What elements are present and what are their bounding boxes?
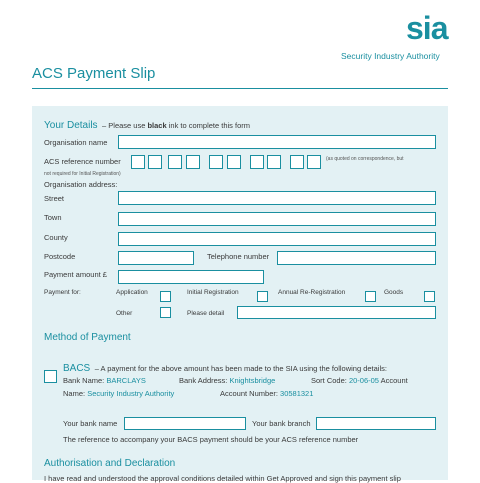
initial-registration-checkbox[interactable]	[257, 291, 268, 302]
please-detail-label: Please detail	[187, 310, 225, 317]
acs-note-2: not required for Initial Registration)	[44, 171, 121, 177]
other-checkbox[interactable]	[160, 307, 171, 318]
annual-re-registration-label: Annual Re-Registration	[278, 289, 346, 296]
your-details-heading: Your Details	[44, 120, 98, 131]
town-field[interactable]	[118, 212, 436, 226]
payment-for-label: Payment for:	[44, 289, 81, 296]
bank-address: Bank Address: Knightsbridge	[179, 376, 276, 385]
your-details-section	[44, 115, 250, 133]
acs-note: (as quoted on correspondence, but	[326, 156, 404, 162]
county-label: County	[44, 233, 68, 242]
bacs-description	[63, 358, 387, 376]
account-name: Name: Security Industry Authority	[63, 389, 175, 398]
street-field[interactable]	[118, 191, 436, 205]
organisation-name-label: Organisation name	[44, 138, 108, 147]
acs-digit-box[interactable]	[250, 155, 264, 169]
sort-code: Sort Code: 20-06-05 Account	[311, 376, 408, 385]
page-title: ACS Payment Slip	[32, 65, 156, 82]
town-label: Town	[44, 213, 62, 222]
organisation-address-label: Organisation address:	[44, 180, 118, 189]
your-bank-name-field[interactable]	[124, 417, 246, 430]
bacs-checkbox[interactable]	[44, 370, 57, 383]
sia-logo-mark: sia	[406, 10, 448, 46]
bank-details-line-1: Bank Name: BARCLAYS	[63, 376, 146, 385]
acs-digit-box[interactable]	[131, 155, 145, 169]
method-of-payment-heading: Method of Payment	[44, 332, 131, 343]
application-checkbox[interactable]	[160, 291, 171, 302]
street-label: Street	[44, 194, 65, 203]
bacs-title: BACS	[63, 363, 91, 374]
annual-re-registration-checkbox[interactable]	[365, 291, 376, 302]
goods-label: Goods	[384, 289, 404, 296]
acs-digit-box[interactable]	[307, 155, 321, 169]
bacs-desc: – A payment for the above amount has been made to the SIA using the following details:	[94, 364, 387, 373]
account-number: Account Number: 30581321	[220, 389, 314, 398]
acs-digit-box[interactable]	[227, 155, 241, 169]
other-label: Other	[116, 310, 133, 317]
acs-reference-label: ACS reference number	[44, 157, 121, 166]
acs-digit-box[interactable]	[290, 155, 304, 169]
county-field[interactable]	[118, 232, 436, 246]
authorisation-heading: Authorisation and Declaration	[44, 458, 176, 469]
goods-checkbox[interactable]	[424, 291, 435, 302]
postcode-field[interactable]	[118, 251, 194, 265]
your-bank-branch-label: Your bank branch	[252, 419, 311, 428]
your-bank-name-label: Your bank name	[63, 419, 118, 428]
acs-digit-box[interactable]	[148, 155, 162, 169]
payment-amount-field[interactable]	[118, 270, 264, 284]
telephone-field[interactable]	[277, 251, 436, 265]
telephone-label: Telephone number	[207, 252, 270, 261]
your-bank-branch-field[interactable]	[316, 417, 436, 430]
payment-amount-label: Payment amount £	[44, 270, 107, 279]
postcode-label: Postcode	[44, 252, 76, 261]
org-name: Security Industry Authority	[341, 51, 440, 61]
title-rule	[32, 88, 448, 89]
please-detail-field[interactable]	[237, 306, 436, 319]
authorisation-text: I have read and understood the approval conditions detailed within Get Approved and sign this payment slip	[44, 474, 401, 483]
sia-logo	[396, 12, 466, 52]
acs-digit-box[interactable]	[209, 155, 223, 169]
organisation-name-field[interactable]	[118, 135, 436, 149]
initial-registration-label: Initial Registration	[187, 289, 239, 296]
reference-note: The reference to accompany your BACS payment should be your ACS reference number	[63, 435, 359, 444]
application-label: Application	[116, 289, 148, 296]
acs-digit-box[interactable]	[168, 155, 182, 169]
acs-digit-box[interactable]	[186, 155, 200, 169]
instruction-text: – Please use black ink to complete this form	[102, 121, 251, 130]
acs-digit-box[interactable]	[267, 155, 281, 169]
